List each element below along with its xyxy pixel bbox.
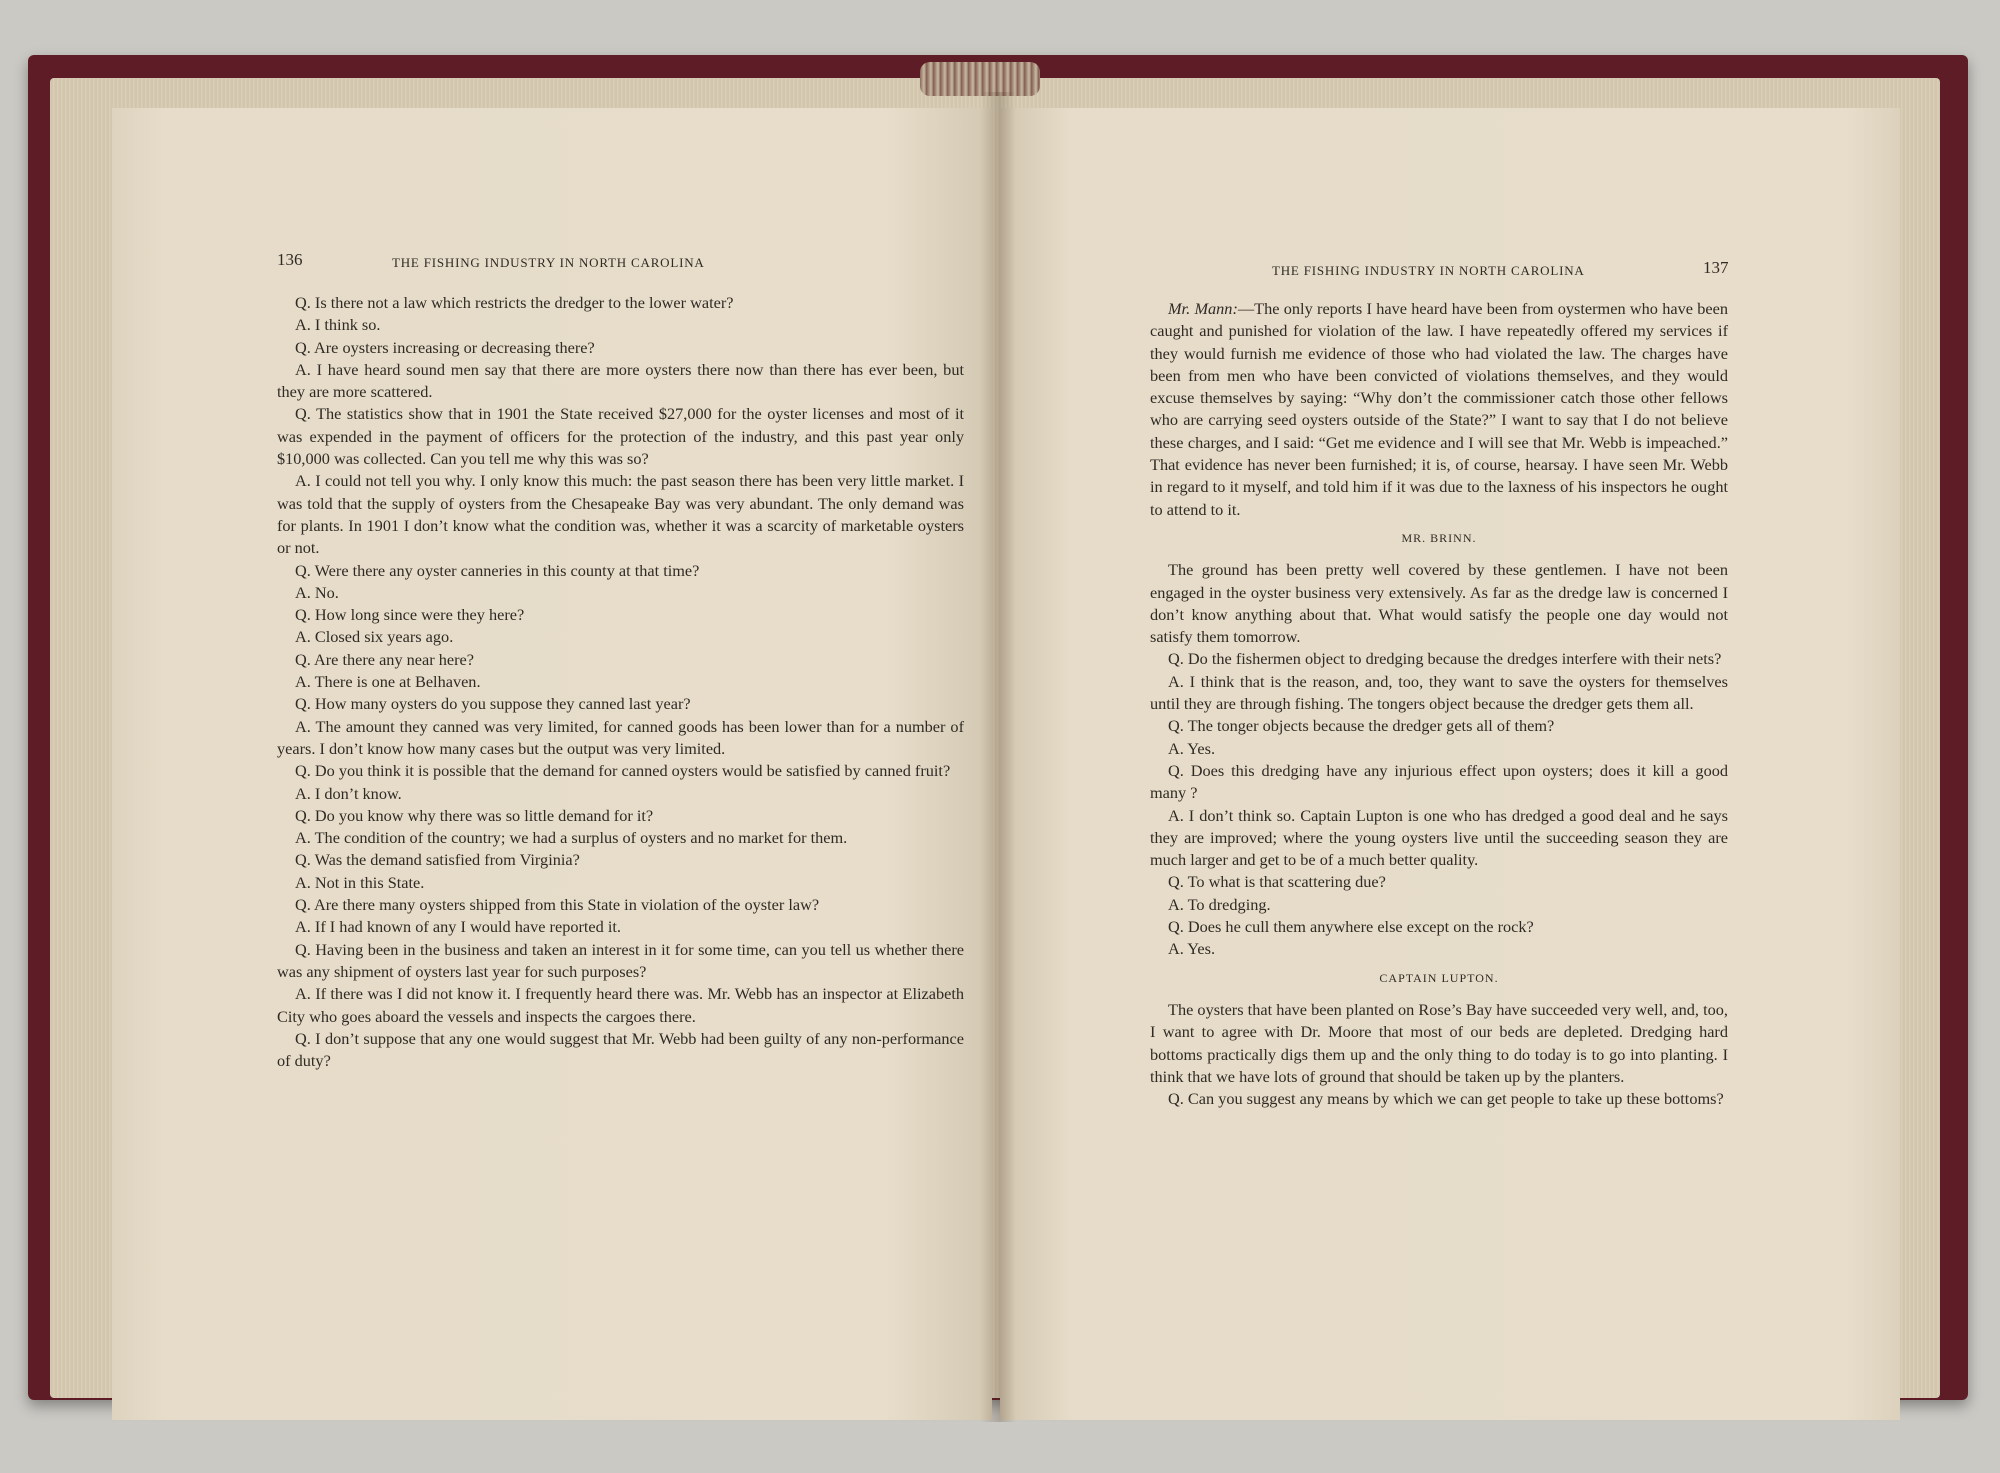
paragraph: Q. Can you suggest any means by which we can get people to take up these bottoms?: [1168, 1089, 1724, 1109]
gutter-shadow: [980, 92, 1016, 1422]
left-page: [112, 108, 992, 1420]
paragraph: Q. Does this dredging have any injurious effect upon oysters; does it kill a good many ?: [1150, 760, 1728, 803]
paragraph: Q. Are there any near here?: [295, 649, 474, 669]
right-running-head: THE FISHING INDUSTRY IN NORTH CAROLINA: [1272, 263, 1585, 278]
paragraph: Q. Do you know why there was so little demand for it?: [295, 805, 654, 825]
left-page-body: [277, 292, 964, 1072]
paragraph: A. If there was I did not know it. I frequently heard there was. Mr. Webb has an inspector at Elizabeth City who goes aboard the vessels and inspects the cargoes there.: [277, 984, 964, 1026]
mann-statement: —The only reports I have heard have been from oystermen who have been caught and punished for violation of the law. I have repeatedly offered my services if they would furnish me evidence of those who had violated the law. The charges have been from men who have been convicted of violations themselves, and they would excuse themselves by saying: “Why don’t the commissioner catch those other fellows who are carrying seed oysters outside of the State?” I want to say that I do not believe these charges, and I said: “Get me evidence and I will see that Mr. Webb is impeached.” That evidence has never been furnished; it is, of course, hearsay. I have seen Mr. Webb in regard to it myself, and told him if it was due to the laxness of his inspectors he ought to attend to it.: [1150, 299, 1728, 519]
right-page-body: [1150, 298, 1728, 1110]
paragraph: Q. Was the demand satisfied from Virginia?: [295, 850, 580, 870]
paragraph: Q. Do you think it is possible that the demand for canned oysters would be satisfied by canned fruit?: [295, 761, 951, 781]
section-heading-brinn: MR. BRINN.: [1401, 530, 1477, 545]
paragraph: Q. Is there not a law which restricts the dredger to the lower water?: [295, 293, 734, 312]
spine-headband: [920, 62, 1040, 96]
paragraph: A. I don’t know.: [295, 783, 402, 803]
speaker-name: Mr. Mann:: [1168, 299, 1238, 318]
paragraph: Q. Does he cull them anywhere else except on the rock?: [1168, 917, 1534, 937]
paragraph: A. I don’t think so. Captain Lupton is one who has dredged a good deal and he says they are improved; where the young oysters live until the succeeding season they are much larger and get to be of a much better quality.: [1150, 805, 1728, 870]
paragraph: A. If I had known of any I would have reported it.: [295, 917, 621, 937]
paragraph: A. No.: [295, 582, 339, 602]
paragraph: A. There is one at Belhaven.: [295, 672, 481, 692]
paragraph: A. I have heard sound men say that there are more oysters there now than there has ever been, but they are more scattered.: [277, 359, 964, 402]
left-page-number: 136: [277, 250, 303, 269]
paragraph: The ground has been pretty well covered by these gentlemen. I have not been engaged in the oyster business very extensively. As far as the dredge law is concerned I don’t know anything about that. What would satisfy the people one day would not satisfy them tomorrow.: [1150, 560, 1728, 647]
paragraph: Q. Were there any oyster canneries in this county at that time?: [295, 560, 700, 580]
paragraph: A. Yes.: [1168, 939, 1216, 959]
right-page: [1000, 108, 1900, 1420]
paragraph: Q. Having been in the business and taken an interest in it for some time, can you tell us whether there was any shipment of oysters last year for such purposes?: [277, 939, 964, 981]
mann-paragraph: [1150, 298, 1728, 521]
paragraph: A. I think so.: [295, 315, 381, 335]
left-running-head: THE FISHING INDUSTRY IN NORTH CAROLINA: [392, 255, 705, 270]
paragraph: Q. Do the fishermen object to dredging because the dredges interfere with their nets?: [1168, 649, 1722, 669]
paragraph: Q. I don’t suppose that any one would suggest that Mr. Webb had been guilty of any non-performance of duty?: [277, 1028, 964, 1071]
paragraph: Q. How many oysters do you suppose they canned last year?: [295, 694, 691, 714]
paragraph: A. I think that is the reason, and, too, they want to save the oysters for themselves until they are through fishing. The tongers object because the dredger gets them all.: [1150, 671, 1728, 714]
paragraph: A. The amount they canned was very limited, for canned goods has been lower than for a number of years. I don’t know how many cases but the output was very limited.: [277, 716, 964, 758]
paragraph: A. I could not tell you why. I only know this much: the past season there has been very little market. I was told that the supply of oysters from the Chesapeake Bay was very abundant. The only demand was for plants. In 1901 I don’t know what the condition was, whether it was a scarcity of marketable oysters or not.: [277, 471, 964, 558]
paragraph: A. The condition of the country; we had a surplus of oysters and no market for them.: [295, 828, 848, 848]
paragraph: A. Yes.: [1168, 738, 1216, 758]
paragraph: Q. How long since were they here?: [295, 605, 525, 625]
paragraph: A. Not in this State.: [295, 872, 425, 892]
paragraph: Q. To what is that scattering due?: [1168, 872, 1386, 892]
paragraph: The oysters that have been planted on Rose’s Bay have succeeded very well, and, too, I want to agree with Dr. Moore that most of our beds are depleted. Dredging hard bottoms practically digs them up and the only thing to do today is to go into planting. I think that we have lots of ground that should be taken up by the planters.: [1150, 999, 1728, 1086]
paragraph: Q. The tonger objects because the dredger gets all of them?: [1168, 716, 1555, 736]
right-page-number: 137: [1703, 258, 1729, 277]
paragraph: A. Closed six years ago.: [295, 627, 454, 647]
paragraph: Q. Are there many oysters shipped from this State in violation of the oyster law?: [295, 895, 820, 915]
section-heading-lupton: CAPTAIN LUPTON.: [1379, 970, 1499, 985]
paragraph: Q. The statistics show that in 1901 the State received $27,000 for the oyster licenses and most of it was expended in the payment of officers for the protection of the industry, and this past year only $10,000 was collected. Can you tell me why this was so?: [277, 404, 964, 469]
paragraph: A. To dredging.: [1168, 894, 1271, 914]
paragraph: Q. Are oysters increasing or decreasing there?: [295, 337, 595, 357]
